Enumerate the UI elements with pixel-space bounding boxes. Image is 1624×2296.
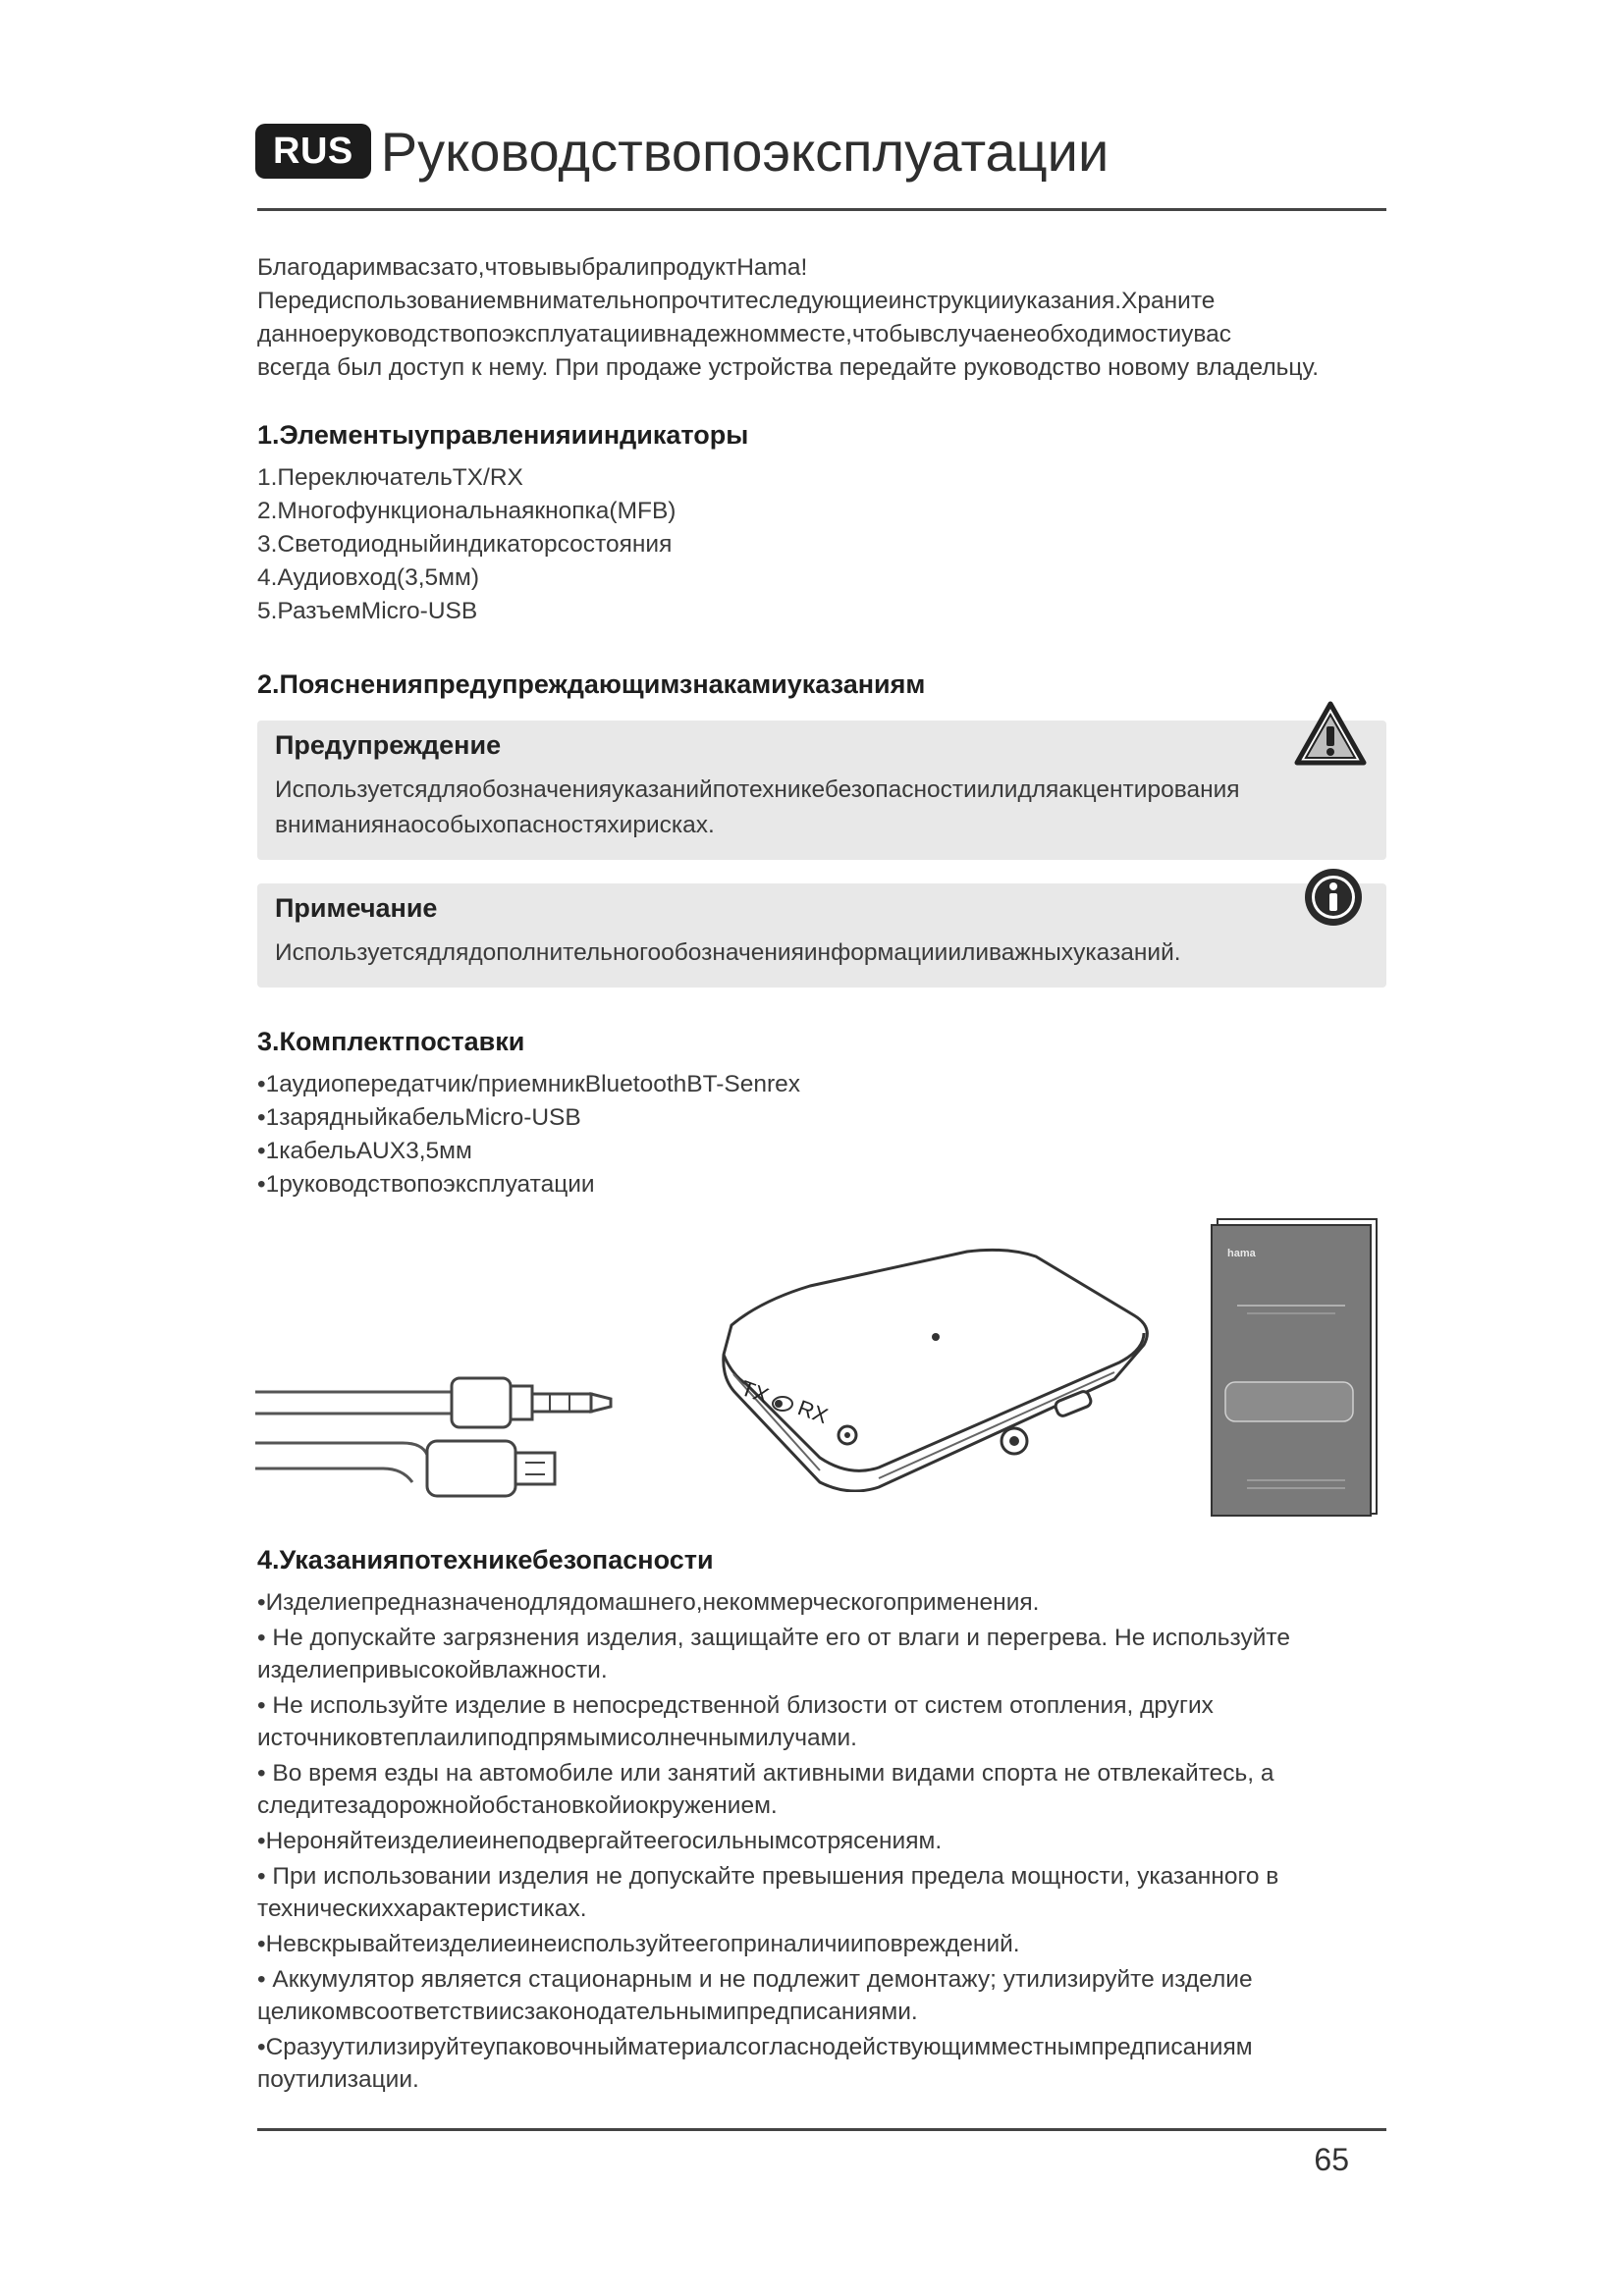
list-item: •Нероняйтеизделиеинеподвергайтеегосильнымсотрясениям. [257,1828,943,1854]
list-item: •1зарядныйкабельMicro-USB [257,1104,581,1131]
safety-instructions-list [257,1586,1386,2099]
package-contents-list [257,1068,800,1201]
warning-text [275,773,1369,843]
intro-line: всегда был доступ к нему. При продаже устройства передайте руководство новому владельцу. [257,354,1320,381]
page-header [255,116,1109,187]
tx-label: TX [737,1375,773,1409]
note-title: Примечание [275,893,438,923]
list-item: •Сразуутилизируйтеупаковочныйматериалсогласнодействующимместнымпредписаниям поутилизации. [257,2034,1253,2093]
list-item: 4.Аудиовход(3,5мм) [257,564,479,591]
list-item: • При использовании изделия не допускайте превышения предела мощности, указанного в техническиххарактеристиках. [257,1863,1279,1922]
note-line: Используетсядлядополнительногообозначенияинформациииливажныхуказаний. [275,939,1181,966]
list-item: 3.Светодиодныйиндикаторсостояния [257,531,673,558]
list-item: •1аудиопередатчик/приемникBluetoothBT-Senrex [257,1071,801,1097]
warning-line: вниманиянаособыхопасностяхирисках. [275,812,715,838]
manual-brand-logo: hama [1227,1248,1256,1259]
rx-label: RX [794,1395,832,1429]
list-item: • Во время езды на автомобиле или занятий активными видами спорта не отвлекайтесь, а следитезадорожнойобстановкойиокружением. [257,1760,1274,1819]
cables-illustration [255,1345,668,1502]
list-item: • Не используйте изделие в непосредственной близости от систем отопления, других источниковтеплаилиподпрямымисолнечнымилучами. [257,1692,1214,1751]
intro-line: Передиспользованиемвнимательнопрочтитеследующиеинструкцииуказания.Храните [257,288,1216,314]
footer-divider [257,2128,1386,2131]
warning-title: Предупреждение [275,730,502,760]
list-item: •1руководствопоэксплуатации [257,1171,595,1198]
list-item: •Невскрывайтеизделиеинеиспользуйтеегоприналичииповреждений. [257,1931,1020,1957]
note-text [275,935,1369,971]
controls-list [257,461,676,628]
section1-heading: 1.Элементыуправленияииндикаторы [257,420,749,450]
language-badge: RUS [255,124,371,179]
section4-heading: 4.Указанияпотехникебезопасности [257,1545,714,1575]
list-item: • Не допускайте загрязнения изделия, защищайте его от влаги и перегрева. Не используйте изделиепривысокойвлажности. [257,1625,1290,1683]
warning-triangle-icon [1294,701,1367,766]
page-number: 65 [1314,2142,1349,2177]
note-box [257,883,1386,988]
page-title: Руководствопоэксплуатации [380,120,1110,183]
list-item: •Изделиепредназначенодлядомашнего,некоммерческогоприменения. [257,1589,1040,1616]
list-item: 1.ПереключательTX/RX [257,464,523,491]
intro-line: данноеруководствопоэксплуатациивнадежномместе,чтобывслучаенеобходимостиувас [257,321,1232,347]
warning-box [257,721,1386,860]
section3-heading: 3.Комплектпоставки [257,1027,525,1056]
intro-paragraph [257,251,1386,385]
list-item: 2.Многофункциональнаякнопка(MFB) [257,498,677,524]
transmitter-device-illustration [722,1247,1154,1492]
list-item: • Аккумулятор является стационарным и не подлежит демонтажу; утилизируйте изделие целикомвсоответствиисзаконодательнымипредписаниями. [257,1966,1253,2025]
section2-heading: 2.Поясненияпредупреждающимзнакамиуказаниям [257,669,926,699]
warning-line: Используетсядляобозначенияуказанийпотехникебезопасностиилидляакцентирования [275,776,1240,803]
header-divider [257,208,1386,211]
user-manual-illustration [1208,1215,1384,1520]
list-item: •1кабельAUX3,5мм [257,1138,472,1164]
list-item: 5.РазъемMicro-USB [257,598,478,624]
intro-line: Благодаримвасзато,чтовывыбралипродуктHama! [257,254,808,281]
info-icon [1302,866,1365,929]
